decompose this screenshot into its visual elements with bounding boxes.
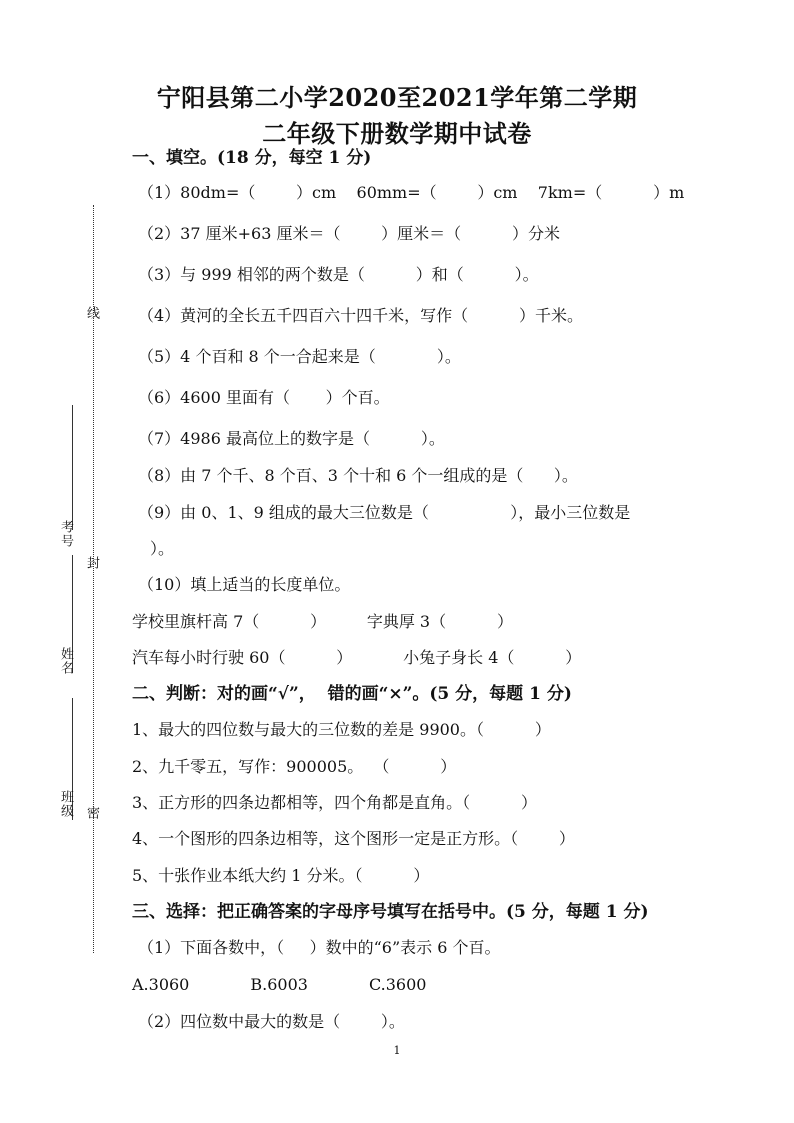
question-1-2: （2）37 厘米+63 厘米＝（ ）厘米＝（ ）分米 bbox=[138, 224, 561, 243]
question-1-4: （4）黄河的全长五千四百六十四千米，写作（ ）千米。 bbox=[138, 306, 584, 325]
section1-heading: 一、填空。(18 分，每空 1 分) bbox=[132, 148, 372, 168]
margin-label-kaohao: 考号 bbox=[58, 520, 73, 548]
question-1-7: （7）4986 最高位上的数字是（ ）。 bbox=[138, 429, 445, 448]
question-1-10: （10）填上适当的长度单位。 bbox=[138, 575, 351, 594]
question-1-10a: 学校里旗杆高 7（ ） 字典厚 3（ ） bbox=[132, 612, 513, 631]
exam-title-line1: 宁阳县第二小学2020至2021学年第二学期 bbox=[156, 83, 638, 112]
choice-question-1-options: A.3060 B.6003 C.3600 bbox=[132, 975, 427, 994]
margin-label-banji: 班级 bbox=[58, 790, 73, 818]
question-1-5: （5）4 个百和 8 个一合起来是（ ）。 bbox=[138, 347, 461, 366]
judge-item-5: 5、十张作业本纸大约 1 分米。（ ） bbox=[132, 866, 430, 885]
choice-question-2: （2）四位数中最大的数是（ ）。 bbox=[138, 1012, 405, 1031]
margin-label-xian: 线 bbox=[84, 306, 99, 320]
question-1-9: （9）由 0、1、9 组成的最大三位数是（ ），最小三位数是 bbox=[138, 503, 631, 522]
judge-item-4: 4、一个图形的四条边相等，这个图形一定是正方形。（ ） bbox=[132, 829, 575, 848]
exam-title-line2: 二年级下册数学期中试卷 bbox=[262, 119, 532, 148]
question-1-1: （1）80dm=（ ）cm 60mm=（ ）cm 7km=（ ）m bbox=[138, 183, 685, 202]
page-number: 1 bbox=[393, 1044, 401, 1057]
margin-label-feng: 封 bbox=[84, 556, 99, 570]
choice-question-1: （1）下面各数中，（ ）数中的“6”表示 6 个百。 bbox=[138, 938, 501, 957]
question-1-9-cont: ）。 bbox=[150, 539, 175, 558]
margin-label-mi: 密 bbox=[84, 806, 99, 820]
judge-item-1: 1、最大的四位数与最大的三位数的差是 9900。（ ） bbox=[132, 720, 551, 739]
question-1-6: （6）4600 里面有（ ）个百。 bbox=[138, 388, 390, 407]
section2-heading: 二、判断：对的画“√”， 错的画“×”。(5 分，每题 1 分) bbox=[132, 684, 572, 704]
question-1-8: （8）由 7 个千、8 个百、3 个十和 6 个一组成的是（ ）。 bbox=[138, 466, 578, 485]
margin-label-xingming: 姓名 bbox=[58, 647, 73, 675]
question-1-10b: 汽车每小时行驶 60（ ） 小兔子身长 4（ ） bbox=[132, 648, 582, 667]
question-1-3: （3）与 999 相邻的两个数是（ ）和（ ）。 bbox=[138, 265, 539, 284]
section3-heading: 三、选择：把正确答案的字母序号填写在括号中。(5 分，每题 1 分) bbox=[132, 902, 649, 922]
kaohao-underline bbox=[72, 405, 73, 530]
judge-item-2: 2、九千零五，写作：900005。 （ ） bbox=[132, 757, 457, 776]
judge-item-3: 3、正方形的四条边都相等，四个角都是直角。（ ） bbox=[132, 793, 538, 812]
